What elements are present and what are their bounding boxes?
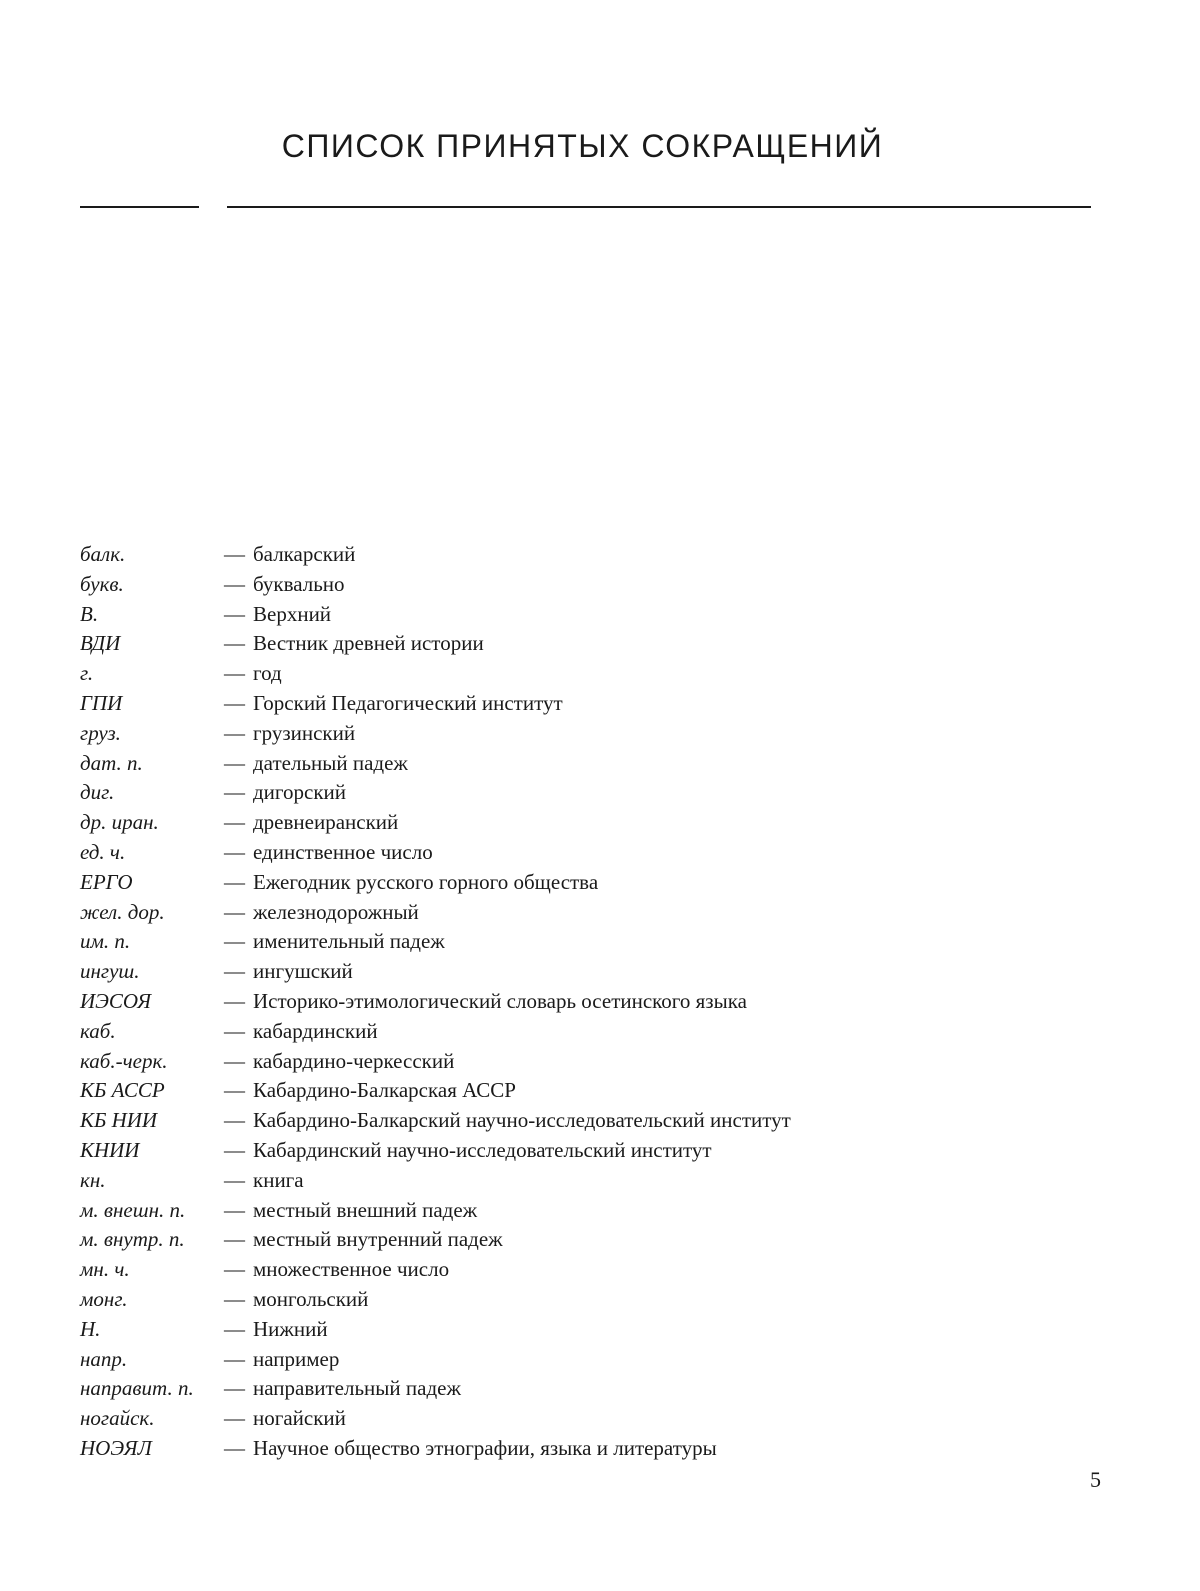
abbreviation-term: ЕРГО bbox=[80, 869, 133, 894]
abbreviation-entry bbox=[80, 987, 1080, 1017]
abbreviation-entry bbox=[80, 1315, 1080, 1345]
abbreviation-dash: — bbox=[224, 1435, 245, 1460]
abbreviation-list bbox=[80, 540, 1080, 1464]
abbreviation-meaning: кабардинский bbox=[253, 1018, 378, 1043]
abbreviation-meaning: древнеиранский bbox=[253, 810, 399, 835]
abbreviation-dash: — bbox=[224, 1257, 245, 1282]
abbreviation-meaning: местный внутренний падеж bbox=[253, 1227, 503, 1252]
abbreviation-term: НОЭЯЛ bbox=[80, 1435, 152, 1460]
abbreviation-dash: — bbox=[224, 661, 245, 686]
abbreviation-meaning: дигорский bbox=[253, 780, 347, 805]
abbreviation-term: дат. п. bbox=[80, 750, 143, 775]
abbreviation-dash: — bbox=[224, 929, 245, 954]
abbreviation-meaning: Кабардино-Балкарский научно-исследовательский институт bbox=[253, 1108, 791, 1133]
abbreviation-dash: — bbox=[224, 601, 245, 626]
abbreviation-meaning: именительный падеж bbox=[253, 929, 445, 954]
abbreviation-term: ГПИ bbox=[80, 690, 123, 715]
abbreviation-term: каб.-черк. bbox=[80, 1048, 168, 1073]
abbreviation-dash: — bbox=[224, 1197, 245, 1222]
abbreviation-dash: — bbox=[224, 899, 245, 924]
abbreviation-dash: — bbox=[224, 1048, 245, 1073]
abbreviation-dash: — bbox=[224, 1078, 245, 1103]
abbreviation-dash: — bbox=[224, 631, 245, 656]
abbreviation-term: ингуш. bbox=[80, 959, 140, 984]
abbreviation-entry bbox=[80, 778, 1080, 808]
abbreviation-entry bbox=[80, 927, 1080, 957]
abbreviation-term: КБ АССР bbox=[80, 1078, 165, 1103]
abbreviation-entry bbox=[80, 540, 1080, 570]
abbreviation-entry bbox=[80, 1017, 1080, 1047]
abbreviation-dash: — bbox=[224, 1406, 245, 1431]
abbreviation-entry bbox=[80, 719, 1080, 749]
abbreviation-dash: — bbox=[224, 1227, 245, 1252]
abbreviation-dash: — bbox=[224, 1346, 245, 1371]
abbreviation-meaning: кабардино-черкесский bbox=[253, 1048, 455, 1073]
abbreviation-dash: — bbox=[224, 720, 245, 745]
abbreviation-dash: — bbox=[224, 1316, 245, 1341]
abbreviation-meaning: направительный падеж bbox=[253, 1376, 461, 1401]
abbreviation-meaning: железнодорожный bbox=[253, 899, 419, 924]
page-title: СПИСОК ПРИНЯТЫХ СОКРАЩЕНИЙ bbox=[281, 128, 884, 164]
abbreviation-term: м. внутр. п. bbox=[80, 1227, 185, 1252]
abbreviation-term: груз. bbox=[80, 720, 121, 745]
abbreviation-entry bbox=[80, 689, 1080, 719]
abbreviation-entry bbox=[80, 838, 1080, 868]
abbreviation-entry bbox=[80, 1285, 1080, 1315]
abbreviation-entry bbox=[80, 1106, 1080, 1136]
abbreviation-term: г. bbox=[80, 661, 94, 686]
abbreviation-dash: — bbox=[224, 1167, 245, 1192]
abbreviation-meaning: ингушский bbox=[253, 959, 353, 984]
abbreviation-meaning: балкарский bbox=[253, 542, 356, 566]
abbreviation-term: м. внешн. п. bbox=[80, 1197, 186, 1222]
abbreviation-entry bbox=[80, 659, 1080, 689]
abbreviation-entry bbox=[80, 1136, 1080, 1166]
abbreviation-term: каб. bbox=[80, 1018, 116, 1043]
abbreviation-term: ед. ч. bbox=[80, 839, 126, 864]
page-number: 5 bbox=[1090, 1467, 1101, 1492]
abbreviation-entry bbox=[80, 629, 1080, 659]
abbreviation-entry bbox=[80, 1196, 1080, 1226]
abbreviation-term: монг. bbox=[80, 1286, 128, 1311]
abbreviation-entry bbox=[80, 1374, 1080, 1404]
abbreviation-meaning: Научное общество этнографии, языка и литературы bbox=[253, 1435, 717, 1460]
abbreviation-meaning: грузинский bbox=[253, 720, 356, 745]
abbreviation-entry bbox=[80, 1404, 1080, 1434]
abbreviation-meaning: книга bbox=[253, 1167, 304, 1192]
abbreviation-dash: — bbox=[224, 780, 245, 805]
abbreviation-meaning: Историко-этимологический словарь осетинского языка bbox=[253, 988, 747, 1013]
abbreviation-entry bbox=[80, 808, 1080, 838]
abbreviation-term: ВДИ bbox=[80, 631, 121, 656]
abbreviation-entry bbox=[80, 898, 1080, 928]
abbreviation-term: КНИИ bbox=[80, 1137, 140, 1162]
abbreviation-term: балк. bbox=[80, 542, 126, 566]
abbreviation-meaning: Нижний bbox=[253, 1316, 328, 1341]
abbreviation-dash: — bbox=[224, 542, 245, 566]
abbreviation-dash: — bbox=[224, 1018, 245, 1043]
abbreviation-entry bbox=[80, 1076, 1080, 1106]
abbreviation-dash: — bbox=[224, 1108, 245, 1133]
abbreviation-dash: — bbox=[224, 839, 245, 864]
abbreviation-meaning: местный внешний падеж bbox=[253, 1197, 478, 1222]
abbreviation-term: букв. bbox=[80, 571, 124, 596]
abbreviation-meaning: Ежегодник русского горного общества bbox=[253, 869, 599, 894]
abbreviation-meaning: монгольский bbox=[253, 1286, 369, 1311]
abbreviation-dash: — bbox=[224, 959, 245, 984]
abbreviation-entry bbox=[80, 1434, 1080, 1464]
abbreviation-entry bbox=[80, 1047, 1080, 1077]
abbreviation-term: направит. п. bbox=[80, 1376, 194, 1401]
abbreviation-meaning: буквально bbox=[253, 571, 345, 596]
abbreviation-term: ИЭСОЯ bbox=[80, 988, 152, 1013]
abbreviation-dash: — bbox=[224, 869, 245, 894]
abbreviation-entry bbox=[80, 600, 1080, 630]
abbreviation-entry bbox=[80, 1255, 1080, 1285]
abbreviation-entry bbox=[80, 570, 1080, 600]
abbreviation-dash: — bbox=[224, 1286, 245, 1311]
abbreviation-entry bbox=[80, 1225, 1080, 1255]
abbreviation-meaning: множественное число bbox=[253, 1257, 450, 1282]
abbreviation-term: мн. ч. bbox=[80, 1257, 130, 1282]
abbreviation-meaning: Верхний bbox=[253, 601, 332, 626]
abbreviation-term: др. иран. bbox=[80, 810, 159, 835]
abbreviation-entry bbox=[80, 749, 1080, 779]
abbreviation-dash: — bbox=[224, 810, 245, 835]
abbreviation-term: В. bbox=[80, 601, 99, 626]
abbreviation-term: жел. дор. bbox=[80, 899, 165, 924]
abbreviation-dash: — bbox=[224, 988, 245, 1013]
abbreviation-entry bbox=[80, 957, 1080, 987]
abbreviation-meaning: единственное число bbox=[253, 839, 433, 864]
abbreviation-term: напр. bbox=[80, 1346, 128, 1371]
abbreviation-term: Н. bbox=[80, 1316, 101, 1341]
abbreviation-term: кн. bbox=[80, 1167, 106, 1192]
abbreviation-dash: — bbox=[224, 750, 245, 775]
abbreviation-term: им. п. bbox=[80, 929, 131, 954]
abbreviation-meaning: Кабардино-Балкарская АССР bbox=[253, 1078, 516, 1103]
abbreviation-meaning: год bbox=[253, 661, 282, 686]
abbreviation-dash: — bbox=[224, 690, 245, 715]
title-rule-left bbox=[80, 206, 199, 208]
abbreviation-entry bbox=[80, 1345, 1080, 1375]
abbreviation-term: ногайск. bbox=[80, 1406, 155, 1431]
abbreviation-dash: — bbox=[224, 1137, 245, 1162]
abbreviation-term: диг. bbox=[80, 780, 115, 805]
title-rule-right bbox=[227, 206, 1091, 208]
abbreviation-term: КБ НИИ bbox=[80, 1108, 158, 1133]
abbreviation-meaning: Вестник древней истории bbox=[253, 631, 484, 656]
abbreviation-meaning: ногайский bbox=[253, 1406, 346, 1431]
abbreviation-entry bbox=[80, 868, 1080, 898]
abbreviation-meaning: например bbox=[253, 1346, 340, 1371]
abbreviation-meaning: дательный падеж bbox=[253, 750, 408, 775]
abbreviation-dash: — bbox=[224, 1376, 245, 1401]
abbreviation-dash: — bbox=[224, 571, 245, 596]
abbreviation-meaning: Горский Педагогический институт bbox=[253, 690, 563, 715]
abbreviation-entry bbox=[80, 1166, 1080, 1196]
abbreviation-meaning: Кабардинский научно-исследовательский институт bbox=[253, 1137, 712, 1162]
